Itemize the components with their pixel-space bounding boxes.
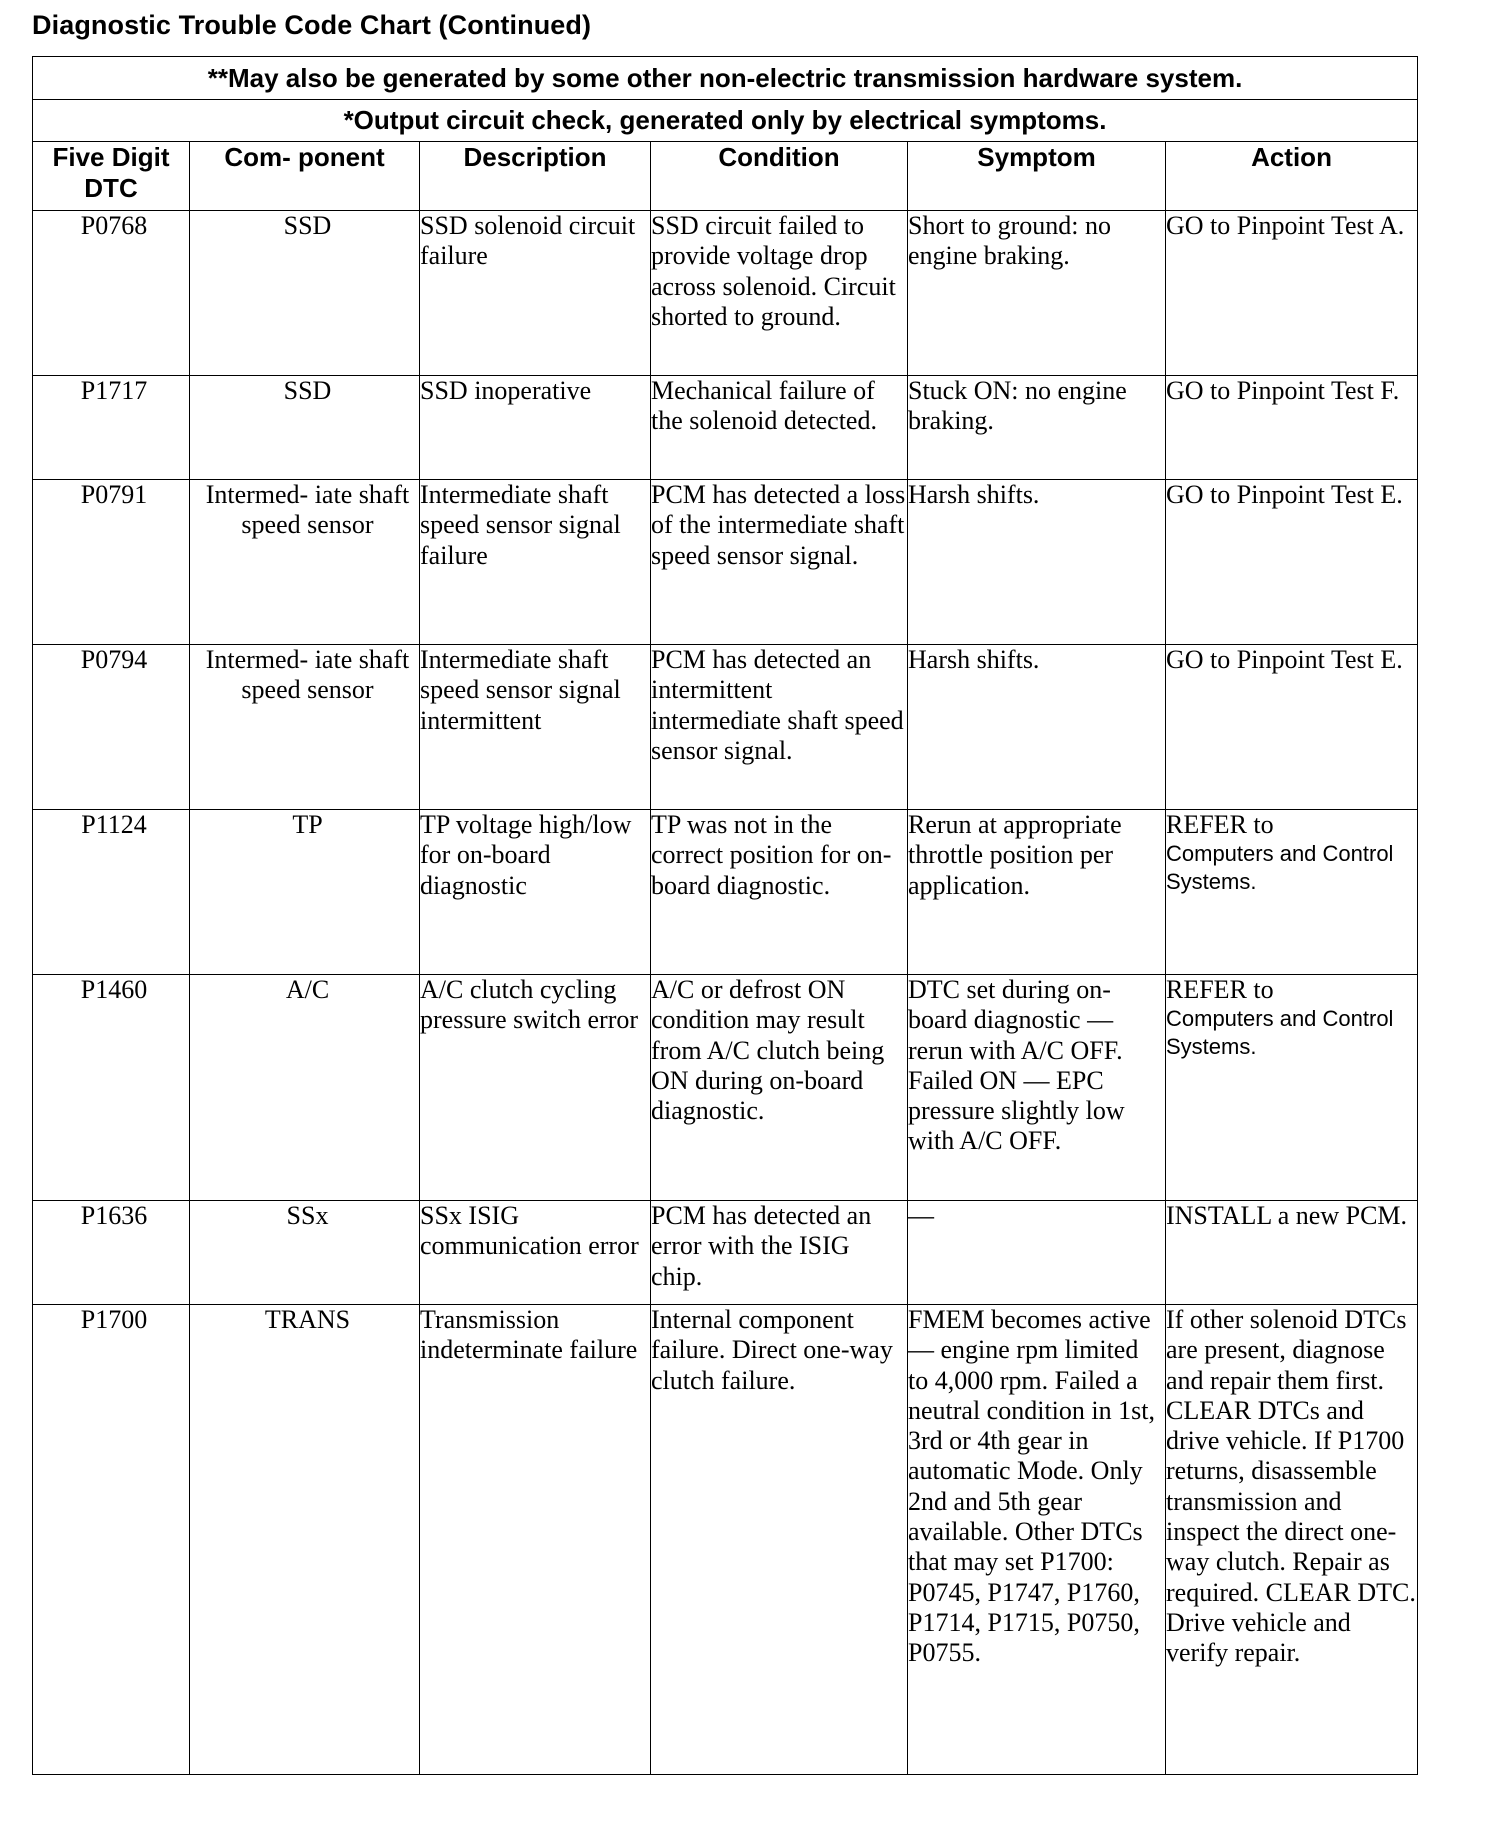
description: SSD solenoid circuit failure <box>420 211 651 376</box>
symptom: DTC set during on-board diagnostic — rerun with A/C OFF. Failed ON — EPC pressure slightly low with A/C OFF. <box>908 975 1166 1201</box>
condition: PCM has detected an error with the ISIG chip. <box>651 1201 908 1305</box>
action: GO to Pinpoint Test E. <box>1166 645 1418 810</box>
description: SSD inoperative <box>420 376 651 480</box>
component: Intermed- iate shaft speed sensor <box>190 480 420 645</box>
description: Transmission indeterminate failure <box>420 1305 651 1775</box>
condition: PCM has detected an intermittent intermediate shaft speed sensor signal. <box>651 645 908 810</box>
action: GO to Pinpoint Test A. <box>1166 211 1418 376</box>
action <box>1166 810 1418 975</box>
header-dtc <box>33 142 190 211</box>
component: SSD <box>190 376 420 480</box>
table-row <box>33 376 1418 480</box>
table-row <box>33 1305 1418 1775</box>
table-row <box>33 1201 1418 1305</box>
condition: PCM has detected a loss of the intermediate shaft speed sensor signal. <box>651 480 908 645</box>
description: SSx ISIG communication error <box>420 1201 651 1305</box>
component: TRANS <box>190 1305 420 1775</box>
header-component: Com- ponent <box>190 142 420 211</box>
dtc-chart-table <box>32 56 1418 1775</box>
action <box>1166 975 1418 1201</box>
symptom: — <box>908 1201 1166 1305</box>
header-symptom: Symptom <box>908 142 1166 211</box>
action: GO to Pinpoint Test E. <box>1166 480 1418 645</box>
condition: Mechanical failure of the solenoid detected. <box>651 376 908 480</box>
condition: Internal component failure. Direct one-way clutch failure. <box>651 1305 908 1775</box>
dtc-code: P1717 <box>33 376 190 480</box>
symptom: Harsh shifts. <box>908 645 1166 810</box>
component: SSx <box>190 1201 420 1305</box>
action-refer: REFER to <box>1166 975 1274 1004</box>
symptom: Harsh shifts. <box>908 480 1166 645</box>
action: INSTALL a new PCM. <box>1166 1201 1418 1305</box>
dtc-code: P1636 <box>33 1201 190 1305</box>
dtc-code: P0791 <box>33 480 190 645</box>
table-row <box>33 975 1418 1201</box>
condition: SSD circuit failed to provide voltage drop across solenoid. Circuit shorted to ground. <box>651 211 908 376</box>
table-row <box>33 480 1418 645</box>
component: SSD <box>190 211 420 376</box>
table-row <box>33 645 1418 810</box>
action-refer: REFER to <box>1166 810 1274 839</box>
header-condition: Condition <box>651 142 908 211</box>
table-row <box>33 810 1418 975</box>
header-dtc-line2: DTC <box>84 173 138 203</box>
description: Intermediate shaft speed sensor signal failure <box>420 480 651 645</box>
symptom: Stuck ON: no engine braking. <box>908 376 1166 480</box>
description: TP voltage high/low for on-board diagnostic <box>420 810 651 975</box>
note-hardware: **May also be generated by some other non-electric transmission hardware system. <box>33 57 1418 100</box>
action: GO to Pinpoint Test F. <box>1166 376 1418 480</box>
condition: A/C or defrost ON condition may result from A/C clutch being ON during on-board diagnostic. <box>651 975 908 1201</box>
action: If other solenoid DTCs are present, diagnose and repair them first. CLEAR DTCs and drive vehicle. If P1700 returns, disassemble transmission and inspect the direct one-way clutch. Repair as required. CLEAR DTC. Drive vehicle and verify repair. <box>1166 1305 1418 1775</box>
component: Intermed- iate shaft speed sensor <box>190 645 420 810</box>
component: A/C <box>190 975 420 1201</box>
table-row <box>33 211 1418 376</box>
component: TP <box>190 810 420 975</box>
header-dtc-line1: Five Digit <box>52 142 170 172</box>
page-title: Diagnostic Trouble Code Chart (Continued) <box>32 10 592 40</box>
header-action: Action <box>1166 142 1418 211</box>
action-reference: Computers and Control Systems. <box>1166 1006 1394 1060</box>
action-reference: Computers and Control Systems. <box>1166 841 1394 895</box>
dtc-code: P1460 <box>33 975 190 1201</box>
note-electrical: *Output circuit check, generated only by electrical symptoms. <box>33 100 1418 142</box>
description: Intermediate shaft speed sensor signal intermittent <box>420 645 651 810</box>
dtc-code: P1124 <box>33 810 190 975</box>
symptom: Rerun at appropriate throttle position per application. <box>908 810 1166 975</box>
condition: TP was not in the correct position for on-board diagnostic. <box>651 810 908 975</box>
dtc-code: P0768 <box>33 211 190 376</box>
header-row <box>33 142 1418 211</box>
symptom: Short to ground: no engine braking. <box>908 211 1166 376</box>
note-row <box>33 100 1418 142</box>
dtc-code: P1700 <box>33 1305 190 1775</box>
header-description: Description <box>420 142 651 211</box>
note-row <box>33 57 1418 100</box>
description: A/C clutch cycling pressure switch error <box>420 975 651 1201</box>
symptom: FMEM becomes active — engine rpm limited to 4,000 rpm. Failed a neutral condition in 1st, 3rd or 4th gear in automatic Mode. Only 2nd and 5th gear available. Other DTCs that may set P1700: P0745, P1747, P1760, P1714, P1715, P0750, P0755. <box>908 1305 1166 1775</box>
dtc-code: P0794 <box>33 645 190 810</box>
